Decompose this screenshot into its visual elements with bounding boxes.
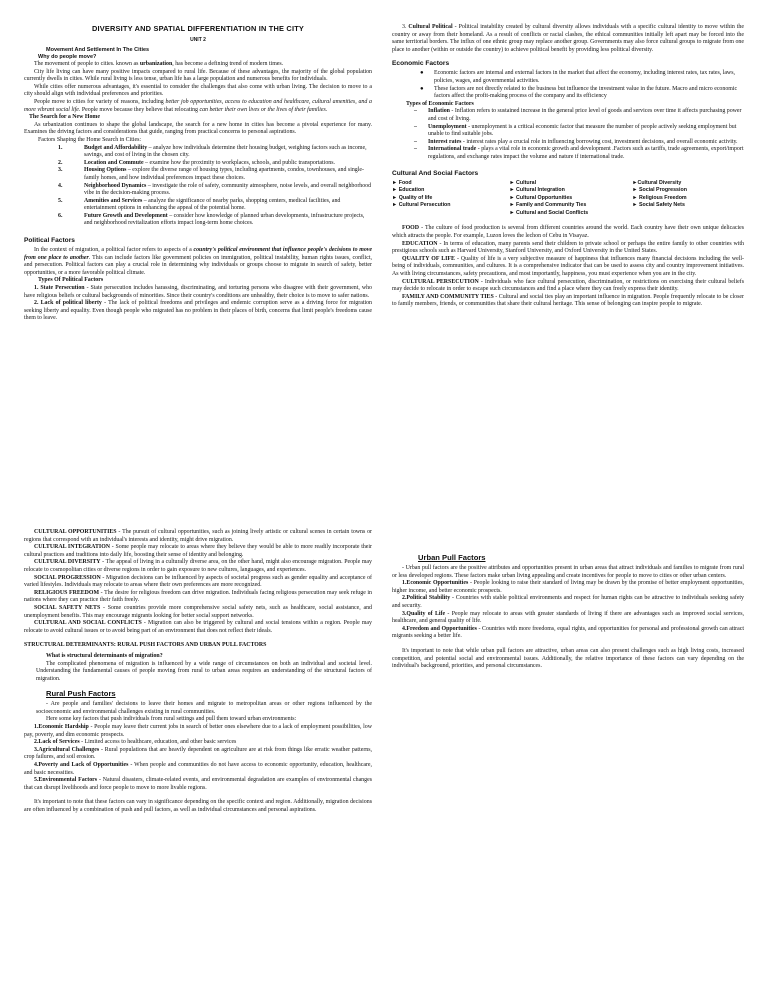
bullet-icon: ● [420, 85, 424, 92]
definition-text: - The desire for religious freedom can drive migration. Individuals facing religious persecution may seek refuge in nations where they can practice their faith freely. [24, 589, 372, 604]
rural-factor [24, 739, 372, 747]
intro-paragraph-3: While cities offer numerous advantages, it's essential to consider the challenges that also come with urban living. The decision to move to a city should align with individual preferences and priorities. [24, 83, 372, 98]
urban-factor-term: 3.Quality of Life [402, 610, 446, 617]
cultural-social-item: ► Cultural Opportunities [509, 194, 573, 201]
urban-factor-term: 1.Economic Opportunities [402, 580, 469, 587]
urban-factor-text: - People looking to raise their standard of living may be drawn by the promise of better employment opportunities, higher income, and better economic prospects. [392, 580, 745, 594]
factor-number: 5. [58, 197, 63, 204]
rural-paragraph-1: - Are people and families' decisions to leave their homes and migrate to metropolitan areas or other regions influenced by the socioeconomic and environmental challenges existing in rural communities. [36, 701, 372, 715]
cultural-definitions [392, 225, 744, 309]
definition-text: - The culture of food production is several from different countries around the world. Each country have their own unique delicacies which attracts the people. For example, Luzon loves the lechon of Cebu in Visayaz. [392, 225, 744, 240]
page-1 [0, 0, 384, 503]
cultural-social-item: ► Food [392, 179, 412, 186]
economic-type-text: - plays a vital role in economic growth and development .Factors such as tariffs, trade agreements, export/import regulations, and exchange rates impact the volume and nature if international trade. [428, 146, 744, 160]
economic-heading: Economic Factors [392, 60, 450, 68]
urban-paragraph-1: - Urban pull factors are the positive attributes and opportunities present in urban areas that attract individuals and families to migrate from rural or less developed regions. These factors make urban living appealing and create incentives for people to move to cities or other urban centers. [392, 565, 744, 579]
definition-term: CULTURAL INTEGRATION [34, 544, 111, 551]
factor-text: – analyze the significance of nearby parks, shopping centers, medical facilities, and entertainment options in enhancing the appeal of the potential home. [84, 197, 341, 212]
cultural-social-item: ► Cultural and Social Conflicts [509, 209, 589, 216]
definition [392, 256, 744, 279]
rural-factor-text: - When people and communities do not have access to economic opportunity, education, healthcare, and basic necessities. [24, 762, 373, 776]
factor-text: – investigate the role of safety, community atmosphere, noise levels, and overall neighborhood vibe in the decision-making process. [84, 182, 372, 197]
definition-text: - Some people may relocate to areas where they believe they would be able to more readily incorporate their cultural practices and traditions into daily life, boosting their sense of identity and belonging. [24, 544, 372, 558]
economic-types-list [414, 108, 744, 161]
factors-list [58, 145, 372, 229]
cultural-social-item: ► Cultural [509, 179, 537, 186]
cultural-social-item: ► Family and Community Ties [509, 202, 587, 209]
factor-term: Amenities and Services [84, 197, 143, 204]
urban-note: It's important to note that while urban pull factors are attractive, urban areas can also present challenges such as high living costs, increased competition, and potential social and environmental issues. Additionally, the relative importance of these factors can vary depending on the individual's background, priorities, and personal circumstances. [392, 647, 744, 670]
definition-term: CULTURAL OPPORTUNITIES [34, 529, 117, 535]
dash-icon: – [414, 146, 417, 153]
political-text: In the context of migration, a political factor refers to aspects of a [34, 247, 194, 254]
cs-column-2 [509, 180, 632, 218]
state-persecution [24, 285, 372, 300]
factor-term: Neighborhood Dynamics [84, 182, 147, 189]
urban-factor-term: 2.Political Stability [402, 595, 451, 602]
definition-term: RELIGIOUS FREEDOM [34, 589, 100, 596]
intro-text: The movement of people to cities. known as [34, 61, 140, 67]
rural-factor-text: - Rural populations that are heavily dependent on agriculture are at risk from things like erratic weather patterns, crop failures, and soil erosion. [24, 746, 372, 761]
reasons-text: better job opportunities, access to education and healthcare, cultural amenities, and a more vibrant social life [24, 98, 372, 113]
cultural-social-grid [392, 180, 744, 218]
cultural-political-paragraph [392, 24, 744, 54]
economic-type-text: - Inflation refers to sustained increase in the general price level of goods and services over time it affects purchasing power and cost of living. [428, 108, 742, 122]
definition-text: - Cultural and social ties play an important influence in migration. People frequently relocate to be closer to family members, friends, or communities that share their cultural heritage. This sense of belonging can inspire people to migrate. [392, 293, 744, 308]
urban-pull-heading: Urban Pull Factors [418, 553, 486, 562]
cultural-social-item: ► Education [392, 187, 425, 194]
economic-bullet [420, 70, 744, 85]
intro-text: , has become a defining trend of modern times. [172, 61, 284, 67]
economic-type-term: Inflation [428, 108, 450, 115]
definition [24, 529, 372, 544]
political-definition: country's political environment that influence people's decisions to move from one place to another [24, 247, 373, 261]
cultural-social-item: ► Social Progression [632, 187, 687, 194]
definition-text: - In terms of education, many parents send their children to private school or perhaps the entire family to other countries with prestigious schools such as Harvard University, Stanford University, and Oxford University in the United States. [392, 240, 744, 255]
reasons-text: can better their own lives or the lives of their families. [199, 106, 328, 113]
economic-type-item [414, 124, 744, 139]
cultural-social-item: ► Cultural Persecution [392, 202, 451, 209]
cs-column-3 [632, 180, 744, 218]
definition-term: SOCIAL PROGRESSION [34, 574, 101, 581]
search-paragraph: As urbanization continues to shape the global landscape, the search for a new home in cities has become a pivotal experience for many. Examines the driving factors and considerations that guide, ranging from practical concerns to personal aspirations. [24, 121, 372, 136]
economic-type-item [414, 146, 744, 161]
urbanization-term: urbanization [139, 61, 173, 67]
rural-push-list [24, 724, 372, 792]
factor-term: Location and Commute [84, 159, 144, 166]
factor-item [58, 145, 372, 160]
factor-item [58, 213, 372, 228]
definition-text: - Migration decisions can be influenced by aspects of societal progress such as gender equality and acceptance of varied lifestyles. Individuals may relocate to areas where their own preferences are more recognized. [24, 574, 372, 589]
factor-term: Future Growth and Development [84, 212, 168, 219]
definition [392, 279, 744, 294]
rural-factor-text: - Natural disasters, climate-related events, and environmental degradation are examples of environmental changes that can disrupt livelihoods and force people to move to more livable regions. [24, 777, 372, 791]
definition-term: SOCIAL SAFETY NETS [34, 604, 101, 611]
definition [24, 575, 372, 590]
rural-note: It's important to note that these factors can vary in significance depending on the specific context and region. Additionally, migration decisions are often influenced by a combination of push and pull factors, as well as individual circumstances and personal aspirations. [24, 799, 372, 813]
document-title: DIVERSITY AND SPATIAL DIFFERENTIATION IN THE CITY [91, 24, 305, 33]
economic-type-term: Unemployment [428, 123, 467, 130]
definition-text: - The appeal of living in a culturally diverse area, on the other hand, might also encourage migration. People may relocate to cosmopolitan cities or diverse regions in order to gain exposure to new cultures, languages, and experiences. [24, 559, 372, 573]
urban-factor [392, 611, 744, 626]
definition [392, 225, 744, 240]
economic-type-text: - unemployment is a critical economic factor that measure the number of people actively seeking employment but unable to find suitable jobs. [428, 123, 737, 138]
definition [24, 559, 372, 574]
definition-term: FOOD [402, 225, 420, 232]
factor-number: 1. [58, 144, 63, 151]
definition [24, 620, 372, 635]
cultural-political-num: 3. [402, 24, 407, 30]
search-heading: The Search for a New Home [29, 114, 100, 121]
factor-item [58, 167, 372, 182]
rural-factor [24, 762, 372, 777]
definition [392, 294, 744, 309]
cultural-political-text: - Political instability created by cultural diversity allows individuals with a specific cultural identity to move within the country or away from their homeland. As a result of conflicts or racial clashes, the ethical communities initially left apart may be forced into the same territorial borders. The influx of one ethnic group may replace another group. Governments may also force cultural groups to migrate from one place to another (within or outside the country) to achieve political benefit by providing less political diversity. [392, 24, 744, 53]
definition [24, 605, 372, 620]
page-2 [384, 0, 768, 503]
economic-bullet [420, 86, 744, 101]
cultural-social-item: ►Cultural Diversity [632, 179, 682, 186]
intro-paragraph-1 [24, 61, 372, 69]
rural-factor-term: 5.Environmental Factors [34, 777, 98, 784]
definition-text: - Quality of life is a very subjective measure of happiness that influences many financial decisions including the well-being of individuals, communities, and cultures. It is a comprehensive indicator that can be used to assess city and country improvement initiatives. As with living circumstances, safety precautions, and most importantly, happiness, you must experience when you are in the city. [392, 255, 744, 278]
factor-item [58, 198, 372, 213]
bullet-icon: ● [420, 70, 424, 77]
urban-factor [392, 595, 744, 610]
lack-liberty-term: 2. Lack of political liberty [34, 300, 102, 307]
unit-label: UNIT 2 [190, 37, 206, 43]
lack-of-liberty [24, 300, 372, 323]
economic-bullet-text: Economic factors are internal and external factors in the market that affect the economy, including interest rates, tax rates, laws, policies, wages, and governmental activities. [434, 70, 735, 84]
definition-text: - The pursuit of cultural opportunities, such as joining lively artistic or cultural scenes in certain towns or regions that correspond with an individual's interests and identity, might drive migration. [24, 529, 372, 543]
definition-term: CULTURAL DIVERSITY [34, 559, 101, 566]
factor-term: Budget and Affordability [84, 144, 148, 151]
dash-icon: – [414, 123, 417, 130]
factor-number: 4. [58, 182, 63, 189]
factor-item [58, 183, 372, 198]
factor-text: – consider how knowledge of planned urban developments, infrastructure projects, and neighborhood revitalization efforts impact long-term home choices. [84, 212, 365, 227]
definition-text: - Individuals who face cultural persecution, discrimination, or restrictions on exercising their cultural beliefs may decide to relocate in order to escape such circumstances and find a place where they can freely express their identity. [392, 278, 744, 293]
page-3 [0, 503, 384, 1006]
definition [392, 241, 744, 256]
cultural-definitions-continued [24, 529, 372, 635]
rural-factor-text: - Limited access to healthcare, education, and other basic services [79, 739, 237, 746]
political-heading: Political Factors [24, 237, 75, 245]
rural-factor-term: 4.Poverty and Lack of Opportunities [34, 762, 129, 769]
definition-term: CULTURAL AND SOCIAL CONFLICTS [34, 620, 142, 627]
definition-term: EDUCATION [402, 240, 438, 247]
rural-factor [24, 747, 372, 762]
cultural-social-item: ► Religious Freedom [632, 194, 687, 201]
factor-term: Housing Options [84, 167, 127, 174]
rural-factor-text: - People may leave their current jobs in search of better ones elsewhere due to a lack of employment possibilities, low pay, poverty, and dim economic prospects. [24, 724, 372, 738]
definition-term: CULTURAL PERSECUTION [402, 278, 479, 285]
movement-heading: Movement And Settlement In The Cities [46, 47, 150, 53]
rural-factor [24, 777, 372, 792]
state-persecution-text: - State persecution includes harassing, discriminating, and torturing persons who disagree with their government, who have religious beliefs or cultural backgrounds of minorities. Since their country's conditions are unhealthy, their choice is to move to safer nations. [24, 285, 372, 299]
political-text: . This can include factors like government policies on immigration, political instability, human rights issues, conflict, and persecution. Political factors can play a crucial role in determining why individuals or groups choose to migrate in search of safety, better opportunities, or a more favorable political climate. [24, 254, 372, 276]
factor-text: – analyze how individuals determine their housing budget, weighing factors such as income, savings, and cost of living in the chosen city. [84, 144, 367, 159]
urban-pull-list [392, 580, 744, 641]
factor-number: 2. [58, 159, 63, 166]
cultural-social-item: ► Social Safety Nets [632, 202, 685, 209]
economic-type-term: International trade [428, 146, 477, 153]
structural-heading: STRUCTURAL DETERMINANTS: RURAL PUSH FACTORS AND URBAN PULL FACTORS [24, 642, 267, 649]
factor-number: 3. [58, 167, 63, 174]
state-persecution-term: 1. State Persecution [34, 285, 85, 292]
rural-factor-term: 2.Lack of Services [34, 739, 80, 746]
economic-type-item [414, 108, 744, 123]
intro-text: . People move because they believe that relocating [78, 106, 200, 113]
economic-types-heading: Types of Economic Factors [406, 100, 474, 107]
urban-factor [392, 580, 744, 595]
rural-factor [24, 724, 372, 739]
urban-factor-text: - Countries with more freedoms, equal rights, and opportunities for personal and professional growth can attract migrants seeking a better life. [392, 625, 744, 640]
urban-factor-text: - People may relocate to areas with greater standards of living if there are advantages such as improved social services, healthcare, and general quality of life. [392, 610, 744, 625]
dash-icon: – [414, 108, 417, 115]
economic-type-text: - interest rates play a crucial role in influencing borrowing cost, investment decisions, and overall economic activity. [461, 138, 738, 145]
rural-factor-term: 3.Agricultural Challenges [34, 746, 100, 753]
rural-push-heading: Rural Push Factors [46, 689, 116, 699]
what-heading: What is structural determinants of migration? [46, 652, 163, 659]
definition-term: FAMILY AND COMMUNITY TIES [402, 293, 494, 300]
political-paragraph [24, 247, 372, 277]
rural-paragraph-2: Here some key factors that push individuals from rural settings and pull them toward urban environments: [46, 716, 297, 723]
what-paragraph: The complicated phenomena of migration is influenced by a wide range of circumstances on both an individual and societal level. Understanding the fundamental causes of people moving from rural to urban areas requires an understanding of the structural factors of migration. [36, 660, 372, 682]
cs-column-1 [392, 180, 509, 218]
intro-text: People move to cities for variety of reasons, including [34, 98, 166, 105]
rural-factor-term: 1.Economic Hardship [34, 724, 89, 731]
political-types-heading: Types Of Political Factors [38, 277, 104, 284]
intro-paragraph-2: City life living can have many positive impacts compared to rural life. Because of these advantages, the majority of the global population currently dwells in cities. While rural living is less tense, urban life has a large population and numerous benefits for individuals. [24, 68, 372, 83]
economic-type-term: Interest rates [428, 138, 462, 145]
definition [24, 544, 372, 559]
definition-text: - Some countries provide more comprehensive social safety nets, such as healthcare, social assistance, and unemployment benefits. This may encourage migrants looking for better social support networks. [24, 604, 373, 619]
cultural-social-heading: Cultural And Social Factors [392, 169, 479, 177]
urban-factor-term: 4.Freedom and Opportunities [402, 625, 477, 632]
definition [24, 590, 372, 605]
economic-bullet-text: These factors are not directly related to the business but influence the investment value in the future. Macro and micro economic factors affect the profit-making process of the company and its efficiency [434, 85, 738, 100]
dash-icon: – [414, 138, 417, 145]
urban-factor [392, 626, 744, 641]
cultural-social-item: ► Quality of life [392, 194, 433, 201]
intro-paragraph-4 [24, 99, 372, 114]
factors-intro: Factors Shaping the Home Search in Cities: [38, 136, 142, 143]
urban-factor-text: - Countries with stable political environments and respect for human rights can be attractive to individuals seeking safety and security. [392, 595, 744, 609]
definition-text: - Migration can also be triggered by cultural and social tensions within a region. People may relocate to avoid cultural issues or to avoid being part of an environment that does not reflect their ideals. [24, 620, 372, 634]
page-4 [384, 503, 768, 1006]
factor-number: 6. [58, 212, 63, 219]
factor-text: – explore the diverse range of housing types, including apartments, condos, townhouses, and single-family homes, and how individual preferences impact these choices. [84, 167, 364, 181]
factor-text: – examine how the proximity to workplaces, schools, and public transportations. [143, 159, 335, 166]
cultural-social-item: ► Cultural Integration [509, 187, 565, 194]
cultural-political-term: Cultural Political [408, 24, 453, 30]
economic-bullets [420, 70, 744, 100]
lack-liberty-text: - The lack of political freedoms and privileges and endemic corruption serve as a driving force for migration seeking liberty and equality. Even though people who migrated has no problem in their places of birth, concerns that limit people's freedoms cause them to leave. [24, 300, 372, 322]
why-heading: Why do people move? [38, 54, 97, 60]
definition-term: QUALITY OF LIFE [402, 255, 455, 262]
